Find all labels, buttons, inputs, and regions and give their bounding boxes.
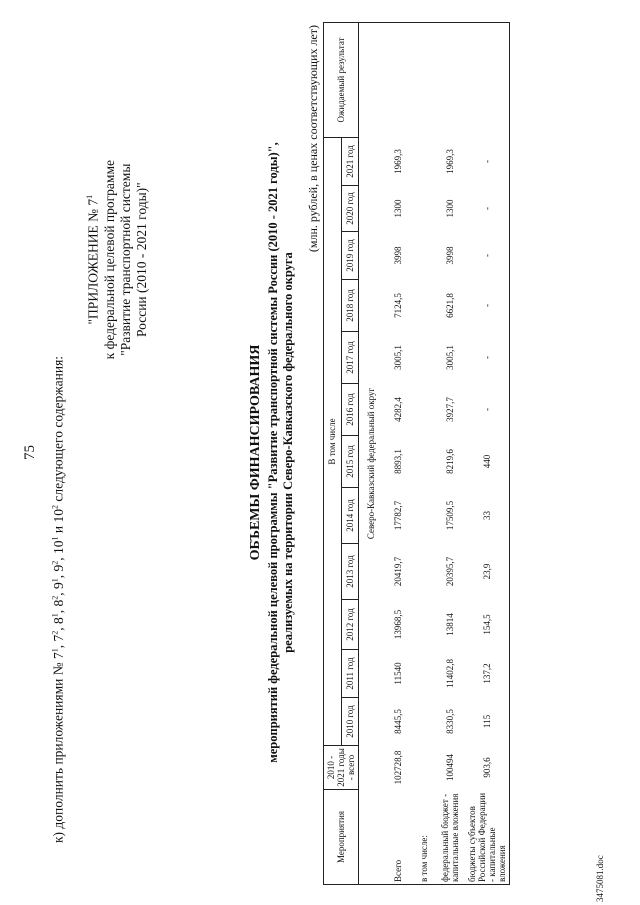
header-year: 2021 год — [341, 137, 359, 185]
row-result — [465, 22, 510, 137]
appendix-label: "ПРИЛОЖЕНИЕ № 7 — [85, 198, 101, 325]
header-year: 2016 год — [341, 384, 359, 436]
appendix-line-1 — [82, 160, 102, 359]
row-year-value: - — [465, 384, 510, 436]
row-year-value: - — [465, 332, 510, 384]
appendix-ref-number: 8 — [50, 617, 66, 624]
row-result — [435, 22, 465, 137]
row-activity: федеральный бюджет - капитальные вложения — [435, 790, 465, 885]
row-result — [383, 22, 413, 137]
appendix-ref-number: 8 — [50, 599, 66, 607]
subtitle-line-1: мероприятий федеральной целевой программы "Развитие транспортной системы России (2010 - 2021 годы)", — [266, 142, 280, 763]
page-number: 75 — [22, 445, 38, 460]
section-title: Северо-Кавказский федеральный округ — [366, 387, 376, 540]
appendix-ref-sup: 1 — [50, 536, 59, 541]
appendix-ref — [51, 505, 66, 523]
row-year-value: 3005,1 — [445, 345, 455, 370]
header-year: 2017 год — [341, 332, 359, 384]
appendix-ref — [51, 631, 66, 642]
file-name-footer: 3475081.doc — [595, 855, 605, 902]
table-body — [359, 22, 510, 884]
row-year-value: 20419,7 — [393, 556, 403, 587]
row-activity: в том числе: — [413, 790, 435, 885]
row-year-value: 13968,5 — [393, 609, 403, 640]
row-year-value: - — [465, 137, 510, 185]
row-year-value: 7124,5 — [393, 293, 403, 318]
appendix-ref-sup: 2 — [50, 630, 59, 635]
appendix-ref-number: 10 — [50, 540, 66, 554]
table-row — [435, 22, 465, 884]
header-year: 2012 год — [341, 600, 359, 650]
row-year-value: - — [465, 232, 510, 280]
row-year-value: - — [465, 186, 510, 232]
row-year-value: 17509,5 — [445, 500, 455, 531]
row-year-value: 8219,6 — [445, 449, 455, 474]
appendix-ref — [51, 578, 66, 589]
appendix-ref — [51, 613, 66, 624]
row-year-value: 1300 — [393, 199, 403, 218]
row-year-value: 6621,8 — [445, 293, 455, 318]
appendix-number-sup: 1 — [85, 194, 94, 199]
row-year-value: 17782,7 — [393, 500, 403, 531]
row-activity: Всего — [383, 790, 413, 885]
row-year-value: 8330,5 — [445, 709, 455, 734]
row-year-value: 1300 — [445, 199, 455, 218]
header-year: 2020 год — [341, 186, 359, 232]
row-year-value: 3998 — [393, 246, 403, 265]
row-year-value: 23,9 — [465, 544, 510, 600]
subheading-row — [413, 22, 435, 884]
units-note: (млн. рублей, в ценах соответствующих лет) — [306, 25, 320, 253]
document-title: ОБЪЕМЫ ФИНАНСИРОВАНИЯ — [248, 344, 263, 561]
appendix-ref-number: 7 — [50, 652, 66, 659]
financing-table — [323, 22, 510, 885]
header-year: 2013 год — [341, 544, 359, 600]
row-year-value: 4282,4 — [393, 397, 403, 422]
header-year: 2015 год — [341, 436, 359, 488]
appendix-ref-number: 10 — [50, 509, 66, 523]
header-result: Ожидаемый результат — [324, 22, 359, 137]
header-total: 2010 - 2021 годы - всего — [324, 746, 359, 790]
appendix-ref-sup: 2 — [50, 595, 59, 600]
instruction-line — [50, 356, 67, 843]
row-year-value: 154,5 — [465, 600, 510, 650]
instruction-suffix: следующего содержания: — [50, 355, 66, 502]
row-total: 100494 — [445, 754, 455, 781]
subtitle-line-2: реализуемых на территории Северо-Кавказского федерального округа — [281, 252, 295, 653]
header-year: 2010 год — [341, 698, 359, 746]
appendix-ref-sup: 1 — [50, 578, 59, 583]
header-including: В том числе — [324, 137, 342, 745]
appendix-ref — [51, 536, 66, 554]
row-total: 102728,8 — [393, 750, 403, 785]
header-row-1 — [324, 22, 342, 884]
row-year-value: 8445,5 — [393, 709, 403, 734]
appendix-ref — [51, 561, 66, 572]
appendix-ref-sup: 1 — [50, 648, 59, 653]
row-year-value: 8893,1 — [393, 449, 403, 474]
appendix-line-4: России (2010 - 2021 годы)" — [133, 182, 149, 338]
row-year-value: 11540 — [393, 662, 403, 685]
row-year-value: 20395,7 — [445, 556, 455, 587]
header-year: 2019 год — [341, 232, 359, 280]
header-year: 2014 год — [341, 488, 359, 544]
appendix-ref-sup: 2 — [50, 505, 59, 509]
appendix-ref-number: 9 — [50, 582, 66, 589]
row-year-value: 1969,3 — [445, 149, 455, 174]
row-activity: бюджеты субъектов Российской Федерации - капитальные вложения — [465, 790, 510, 885]
instruction-appendix-list: $7^1$, $7^2$, $8^1$, $8^2$, $9^1$, $9^2$, $10^1$ и $10^2$ — [50, 505, 66, 659]
row-year-value: 11402,8 — [445, 659, 455, 688]
row-year-value: 3998 — [445, 246, 455, 265]
row-year-value: 13814 — [445, 613, 455, 636]
row-year-value: 115 — [465, 698, 510, 746]
appendix-ref — [51, 596, 66, 607]
appendix-ref — [51, 648, 66, 659]
header-activity: Мероприятия — [324, 790, 359, 885]
row-year-value: 33 — [465, 488, 510, 544]
appendix-ref-number: 9 — [50, 564, 66, 572]
header-year: 2018 год — [341, 280, 359, 332]
appendix-ref-sup: 2 — [50, 560, 59, 565]
section-row — [359, 22, 384, 884]
row-year-value: 3005,1 — [393, 345, 403, 370]
table-row — [465, 22, 510, 884]
appendix-ref-sup: 1 — [50, 613, 59, 618]
appendix-ref-number: 7 — [50, 634, 66, 642]
row-total: 903,6 — [465, 746, 510, 790]
row-year-value: 137,2 — [465, 650, 510, 698]
appendix-line-3: "Развитие транспортной системы — [117, 163, 133, 356]
document-subtitle — [266, 0, 296, 905]
row-year-value: 440 — [465, 436, 510, 488]
header-year: 2011 год — [341, 650, 359, 698]
appendix-heading — [82, 160, 150, 359]
row-year-value: 1969,3 — [393, 149, 403, 174]
row-year-value: - — [465, 280, 510, 332]
table-row — [383, 22, 413, 884]
appendix-line-2: к федеральной целевой программе — [101, 160, 117, 360]
instruction-prefix: к) дополнить приложениями № — [50, 662, 66, 843]
row-year-value: 3927,7 — [445, 397, 455, 422]
